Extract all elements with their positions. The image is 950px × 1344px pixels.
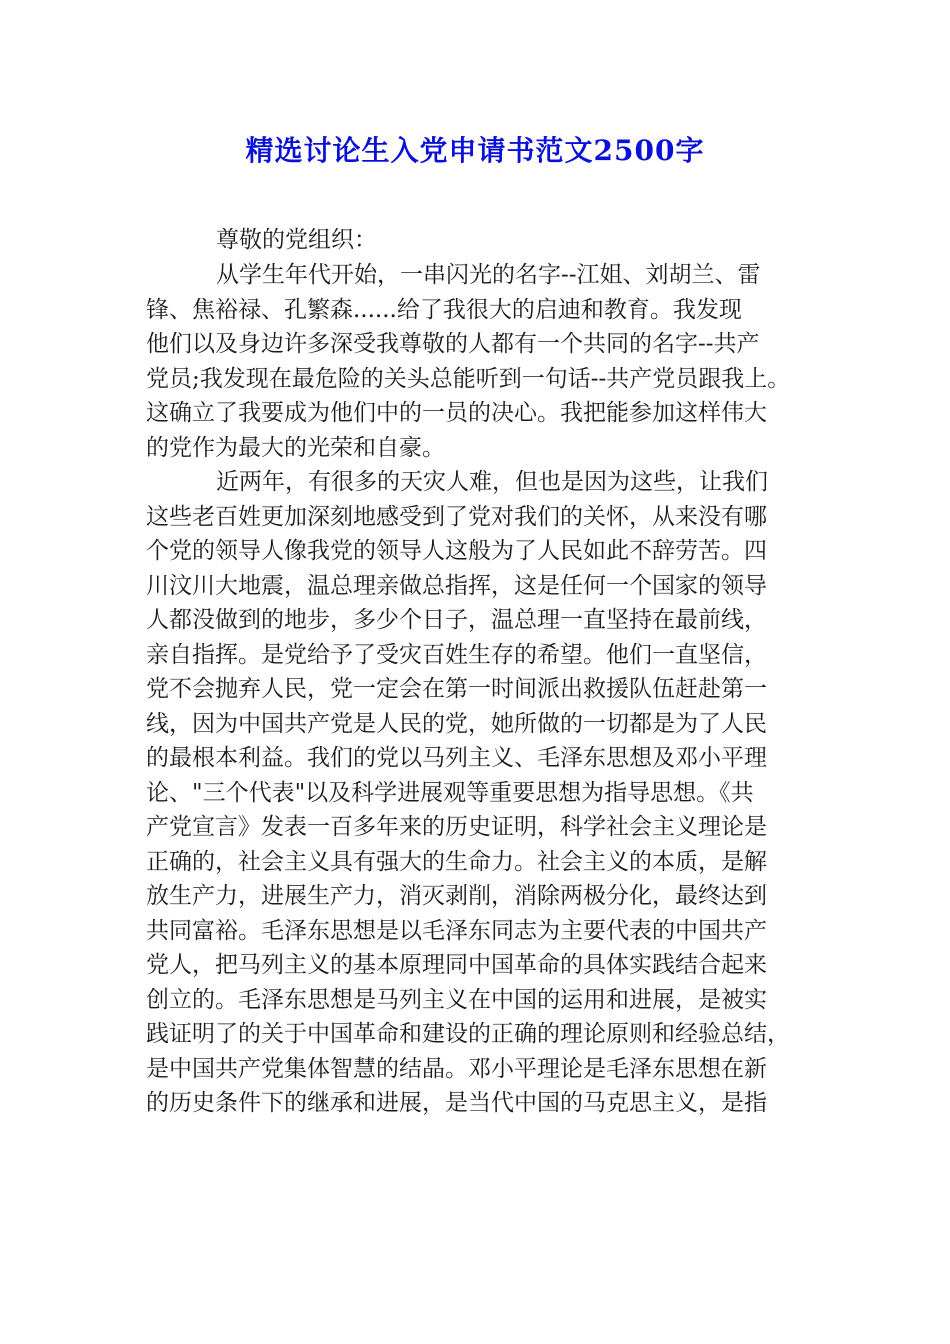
text-line: 共同富裕。毛泽东思想是以毛泽东同志为主要代表的中国共产 — [146, 917, 767, 944]
text-line: 正确的，社会主义具有强大的生命力。社会主义的本质，是解 — [146, 848, 767, 875]
text-line: 的最根本利益。我们的党以马列主义、毛泽东思想及邓小平理 — [146, 745, 767, 771]
text-line: 线，因为中国共产党是人民的党，她所做的一切都是为了人民 — [146, 710, 767, 737]
text-line: 亲自指挥。是党给予了受灾百姓生存的希望。他们一直坚信， — [146, 641, 767, 668]
text-line: 论、"三个代表"以及科学进展观等重要思想为指导思想。《共 — [146, 779, 754, 806]
text-line: 的历史条件下的继承和进展，是当代中国的马克思主义，是指 — [146, 1090, 767, 1116]
paragraph-1 — [146, 258, 806, 465]
paragraph-2 — [146, 465, 806, 1121]
text-line: 这些老百姓更加深刻地感受到了党对我们的关怀，从来没有哪 — [146, 503, 767, 530]
text-line: 从学生年代开始，一串闪光的名字--江姐、刘胡兰、雷 — [216, 262, 761, 288]
text-line: 川汶川大地震，温总理亲做总指挥，这是任何一个国家的领导 — [146, 572, 767, 599]
text-line: 放生产力，进展生产力，消灭剥削，消除两极分化，最终达到 — [146, 883, 767, 909]
text-line: 党人，把马列主义的基本原理同中国革命的具体实践结合起来 — [146, 952, 767, 978]
text-line: 践证明了的关于中国革命和建设的正确的理论原则和经验总结， — [146, 1021, 790, 1047]
document-body — [146, 222, 806, 1121]
text-line: 人都没做到的地步，多少个日子，温总理一直坚持在最前线， — [146, 607, 767, 633]
text-line: 产党宣言》发表一百多年来的历史证明，科学社会主义理论是 — [146, 814, 767, 840]
text-line: 党员;我发现在最危险的关头总能听到一句话--共产党员跟我上。 — [146, 365, 791, 392]
text-line: 是中国共产党集体智慧的结晶。邓小平理论是毛泽东思想在新 — [146, 1055, 767, 1082]
text-line: 党不会抛弃人民，党一定会在第一时间派出救援队伍赶赴第一 — [146, 676, 767, 702]
text-line: 个党的领导人像我党的领导人这般为了人民如此不辞劳苦。四 — [146, 538, 767, 564]
text-line: 这确立了我要成为他们中的一员的决心。我把能参加这样伟大 — [146, 400, 767, 426]
text-line: 的党作为最大的光荣和自豪。 — [146, 434, 445, 461]
text-line: 创立的。毛泽东思想是马列主义在中国的运用和进展，是被实 — [146, 986, 767, 1013]
salutation: 尊敬的党组织： — [216, 227, 377, 253]
text-line: 锋、焦裕禄、孔繁森......给了我很大的启迪和教育。我发现 — [146, 296, 742, 323]
document-title: 精选讨论生入党申请书范文2500字 — [245, 134, 705, 167]
text-line: 他们以及身边许多深受我尊敬的人都有一个共同的名字--共产 — [146, 331, 760, 357]
text-line: 近两年，有很多的天灾人难，但也是因为这些，让我们 — [216, 469, 768, 495]
